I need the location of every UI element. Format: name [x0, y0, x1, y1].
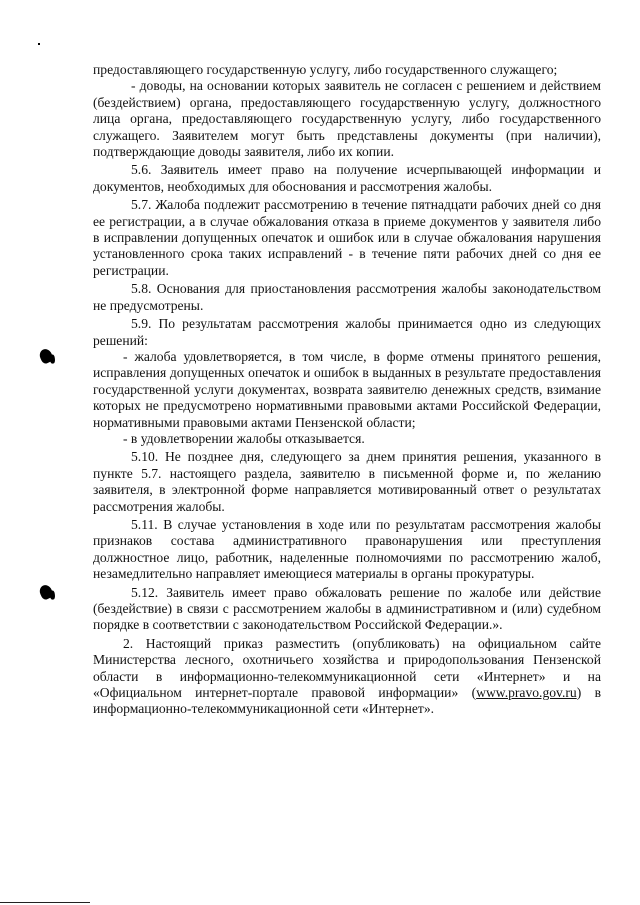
paragraph-10: 5.11. В случае установления в ходе или по результатам рассмотрения жалобы признаков состава административного правонарушения или преступления должностное лицо, работник, наделенные полномочиями по рассмотрению жалоб, незамедлительно направляет имеющиеся материалы в органы прокуратуры. — [93, 516, 601, 582]
paragraph-1: предоставляющего государственную услугу, либо государственного служащего; — [93, 62, 558, 77]
paragraph-6: 5.9. По результатам рассмотрения жалобы принимается одно из следующих решений: — [93, 316, 601, 348]
paragraph-final — [93, 636, 601, 718]
final-text-after: ) в информационно-телекоммуникационной сети «Интернет». — [93, 685, 601, 717]
paragraph-8: - в удовлетворении жалобы отказывается. — [123, 430, 365, 446]
hole-punch-mark-bottom — [38, 583, 55, 601]
hole-punch-mark-top — [38, 347, 55, 365]
document-body — [93, 62, 601, 718]
paragraph-4: 5.7. Жалоба подлежит рассмотрению в течение пятнадцати рабочих дней со дня ее регистрации, а в случае обжалования отказа в приеме документов у заявителя либо в исправлении допущенных опечаток и ошибок или в случае обжалования нарушения установленного срока таких исправлений - в течение пяти рабочих дней со дня ее регистрации. — [93, 197, 601, 278]
paragraph-7: - жалоба удовлетворяется, в том числе, в форме отмены принятого решения, исправления допущенных опечаток и ошибок в выданных в результате предоставления государственной услуги документах, возврата заявителю денежных средств, взимание которых не предусмотрено нормативными правовыми актами Российской Федерации, нормативными правовыми актами Пензенской области; — [93, 348, 601, 430]
scan-edge-line — [0, 902, 90, 903]
final-text-before: 2. Настоящий приказ разместить (опубликовать) на официальном сайте Министерства лесного, охотничьего хозяйства и природопользования Пензенской области в информационно-телекоммуникационной сети «Интернет» и на «Официальном интернет-портале правовой информации» ( — [93, 635, 601, 701]
paragraph-3: 5.6. Заявитель имеет право на получение исчерпывающей информации и документов, необходимых для обоснования и рассмотрения жалобы. — [93, 162, 601, 194]
scan-speck — [38, 43, 40, 45]
paragraph-9: 5.10. Не позднее дня, следующего за днем принятия решения, указанного в пункте 5.7. настоящего раздела, заявителю в письменной форме и, по желанию заявителя, в электронной форме направляется мотивированный ответ о результатах рассмотрения жалобы. — [93, 449, 601, 514]
paragraph-11: 5.12. Заявитель имеет право обжаловать решение по жалобе или действие (бездействие) в связи с рассмотрением жалобы в административном и (или) судебном порядке в соответствии с законодательством Российской Федерации.». — [93, 584, 601, 633]
paragraph-5: 5.8. Основания для приостановления рассмотрения жалобы законодательством не предусмотрены. — [93, 281, 601, 313]
pravo-link[interactable]: www.pravo.gov.ru — [476, 685, 577, 701]
paragraph-2: - доводы, на основании которых заявитель не согласен с решением и действием (бездействием) органа, предоставляющего государственную услугу, должностного лица органа, предоставляющего государственную услугу, либо государственного служащего. Заявителем могут быть представлены документы (при наличии), подтверждающие доводы заявителя, либо их копии. — [93, 78, 601, 160]
